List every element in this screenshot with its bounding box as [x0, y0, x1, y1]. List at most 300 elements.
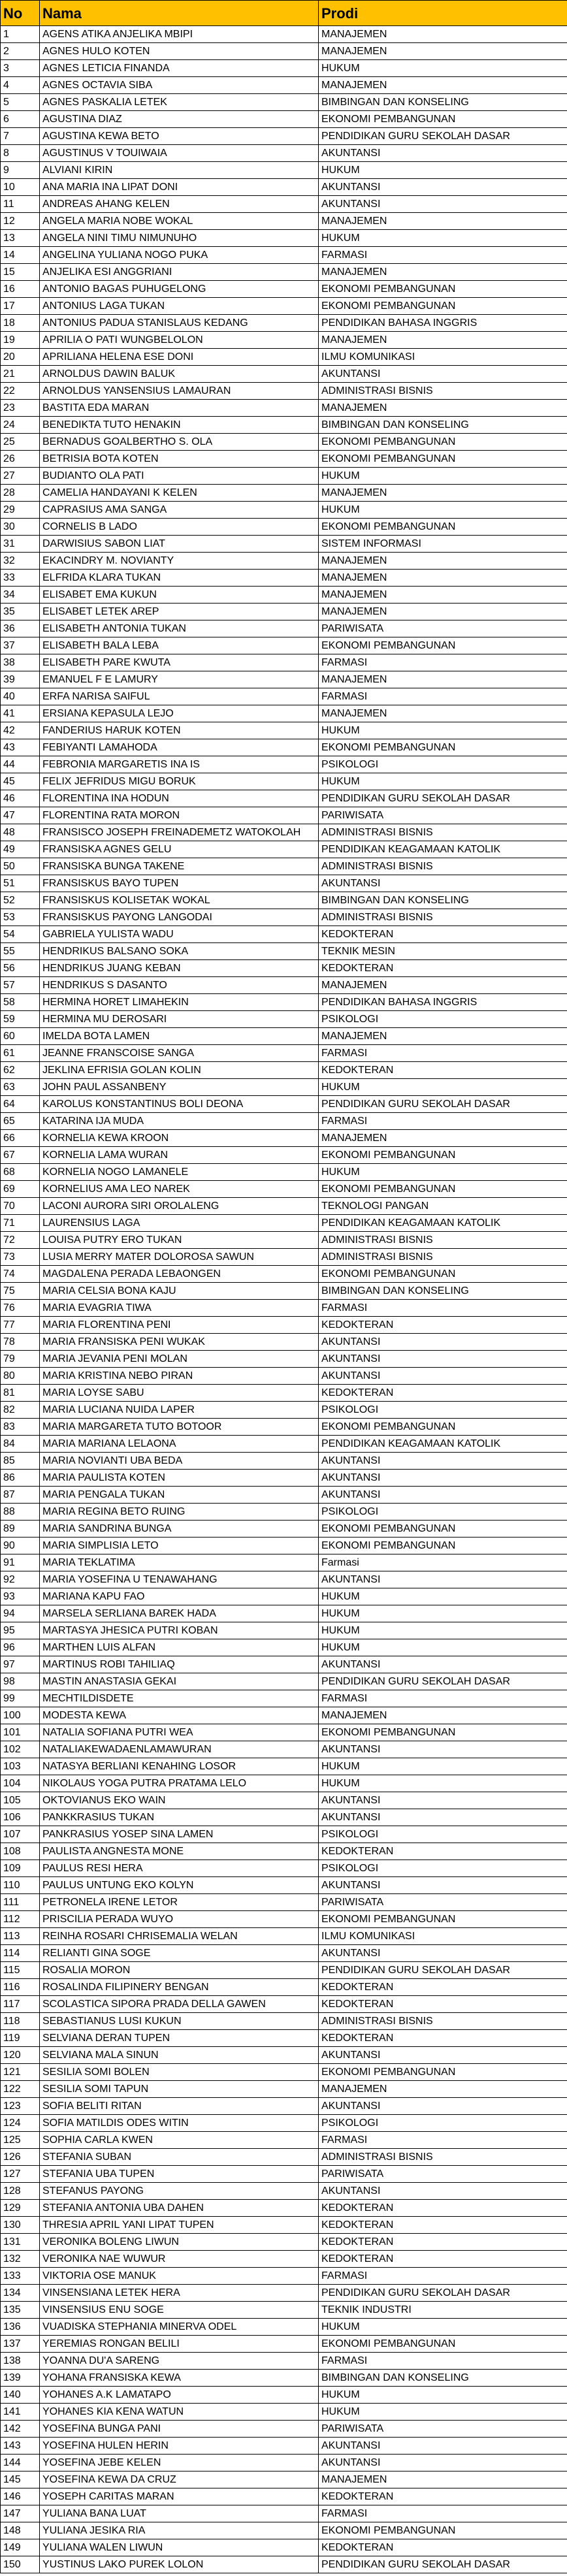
cell-prodi: KEDOKTERAN [319, 1996, 567, 2013]
cell-nama: CORNELIS B LADO [40, 519, 319, 536]
cell-no: 8 [1, 145, 40, 162]
cell-prodi: ADMINISTRASI BISNIS [319, 858, 567, 875]
table-row [1, 1588, 567, 1605]
cell-no: 53 [1, 909, 40, 926]
cell-no: 12 [1, 213, 40, 230]
cell-prodi: BIMBINGAN DAN KONSELING [319, 892, 567, 909]
cell-prodi: AKUNTANSI [319, 366, 567, 383]
table-row [1, 2064, 567, 2081]
cell-no: 110 [1, 1877, 40, 1894]
cell-nama: FRANSISKUS PAYONG LANGODAI [40, 909, 319, 926]
header-row [1, 1, 567, 26]
cell-no: 45 [1, 773, 40, 790]
table-row [1, 145, 567, 162]
cell-nama: SCOLASTICA SIPORA PRADA DELLA GAWEN [40, 1996, 319, 2013]
cell-prodi: AKUNTANSI [319, 1809, 567, 1826]
table-row [1, 1011, 567, 1028]
cell-nama: VIKTORIA OSE MANUK [40, 2268, 319, 2285]
cell-no: 22 [1, 383, 40, 400]
cell-no: 47 [1, 807, 40, 824]
cell-prodi: PENDIDIKAN GURU SEKOLAH DASAR [319, 790, 567, 807]
table-row [1, 2522, 567, 2539]
table-row [1, 841, 567, 858]
cell-prodi: AKUNTANSI [319, 2183, 567, 2200]
table-row [1, 485, 567, 502]
cell-nama: ELFRIDA KLARA TUKAN [40, 570, 319, 587]
cell-prodi: HUKUM [319, 722, 567, 739]
cell-nama: ERFA NARISA SAIFUL [40, 688, 319, 705]
cell-nama: NATALIAKEWADAENLAMAWURAN [40, 1741, 319, 1758]
cell-prodi: AKUNTANSI [319, 1792, 567, 1809]
cell-no: 107 [1, 1826, 40, 1843]
cell-prodi: FARMASI [319, 654, 567, 671]
cell-nama: MARTASYA JHESICA PUTRI KOBAN [40, 1622, 319, 1639]
cell-no: 11 [1, 196, 40, 213]
table-row [1, 2030, 567, 2047]
cell-prodi: HUKUM [319, 1639, 567, 1656]
cell-nama: BUDIANTO OLA PATI [40, 468, 319, 485]
table-row [1, 1605, 567, 1622]
cell-prodi: AKUNTANSI [319, 196, 567, 213]
cell-prodi: FARMASI [319, 1690, 567, 1707]
cell-nama: YOANNA DU'A SARENG [40, 2353, 319, 2370]
cell-prodi: KEDOKTERAN [319, 1062, 567, 1079]
cell-no: 141 [1, 2404, 40, 2421]
cell-no: 64 [1, 1096, 40, 1113]
cell-nama: KORNELIA NOGO LAMANELE [40, 1164, 319, 1181]
cell-prodi: FARMASI [319, 2268, 567, 2285]
table-row [1, 1707, 567, 1724]
table-row [1, 1062, 567, 1079]
table-row [1, 2217, 567, 2234]
table-row [1, 1979, 567, 1996]
cell-nama: PANKKRASIUS TUKAN [40, 1809, 319, 1826]
cell-prodi: PARIWISATA [319, 2421, 567, 2438]
table-row [1, 756, 567, 773]
cell-nama: YUSTINUS LAKO PUREK LOLON [40, 2556, 319, 2573]
table-row [1, 2081, 567, 2098]
table-row [1, 1504, 567, 1521]
cell-no: 139 [1, 2370, 40, 2387]
cell-no: 78 [1, 1334, 40, 1351]
cell-prodi: EKONOMI PEMBANGUNAN [319, 1724, 567, 1741]
cell-prodi: AKUNTANSI [319, 1741, 567, 1758]
table-row [1, 1809, 567, 1826]
table-row [1, 2438, 567, 2455]
cell-nama: JEANNE FRANSCOISE SANGA [40, 1045, 319, 1062]
table-row [1, 1351, 567, 1368]
cell-nama: MAGDALENA PERADA LEBAONGEN [40, 1266, 319, 1283]
table-row [1, 298, 567, 315]
table-row [1, 2013, 567, 2030]
cell-prodi: PSIKOLOGI [319, 1402, 567, 1419]
cell-nama: REINHA ROSARI CHRISEMALIA WELAN [40, 1928, 319, 1945]
cell-prodi: PSIKOLOGI [319, 1504, 567, 1521]
cell-no: 71 [1, 1215, 40, 1232]
cell-no: 16 [1, 281, 40, 298]
cell-no: 1 [1, 26, 40, 43]
cell-prodi: PENDIDIKAN KEAGAMAAN KATOLIK [319, 841, 567, 858]
cell-nama: AGNES HULO KOTEN [40, 43, 319, 60]
cell-no: 72 [1, 1232, 40, 1249]
cell-prodi: AKUNTANSI [319, 1368, 567, 1385]
cell-prodi: BIMBINGAN DAN KONSELING [319, 94, 567, 111]
table-row [1, 1673, 567, 1690]
table-row [1, 1758, 567, 1775]
cell-nama: MARIA EVAGRIA TIWA [40, 1300, 319, 1317]
table-row [1, 2098, 567, 2115]
cell-prodi: EKONOMI PEMBANGUNAN [319, 519, 567, 536]
cell-no: 133 [1, 2268, 40, 2285]
cell-no: 20 [1, 349, 40, 366]
table-row [1, 553, 567, 570]
table-row [1, 111, 567, 128]
cell-prodi: AKUNTANSI [319, 1334, 567, 1351]
cell-no: 76 [1, 1300, 40, 1317]
cell-nama: ANGELA NINI TIMU NIMUNUHO [40, 230, 319, 247]
table-row [1, 468, 567, 485]
table-row [1, 1860, 567, 1877]
cell-no: 101 [1, 1724, 40, 1741]
cell-no: 111 [1, 1894, 40, 1911]
cell-nama: ANDREAS AHANG KELEN [40, 196, 319, 213]
cell-nama: PAULISTA ANGNESTA MONE [40, 1843, 319, 1860]
cell-no: 105 [1, 1792, 40, 1809]
table-row [1, 2336, 567, 2353]
table-row [1, 1232, 567, 1249]
cell-no: 55 [1, 943, 40, 960]
cell-prodi: BIMBINGAN DAN KONSELING [319, 417, 567, 434]
cell-nama: YOSEFINA JEBE KELEN [40, 2455, 319, 2471]
cell-nama: HENDRIKUS JUANG KEBAN [40, 960, 319, 977]
table-row [1, 2471, 567, 2488]
cell-prodi: PENDIDIKAN GURU SEKOLAH DASAR [319, 2285, 567, 2302]
table-row [1, 162, 567, 179]
cell-nama: STEFANIA SUBAN [40, 2149, 319, 2166]
cell-no: 89 [1, 1521, 40, 1538]
cell-prodi: HUKUM [319, 162, 567, 179]
cell-nama: MARIA YOSEFINA U TENAWAHANG [40, 1571, 319, 1588]
cell-prodi: MANAJEMEN [319, 264, 567, 281]
cell-nama: FLORENTINA INA HODUN [40, 790, 319, 807]
cell-no: 99 [1, 1690, 40, 1707]
cell-nama: GABRIELA YULISTA WADU [40, 926, 319, 943]
cell-prodi: EKONOMI PEMBANGUNAN [319, 2522, 567, 2539]
table-row [1, 739, 567, 756]
cell-nama: MODESTA KEWA [40, 1707, 319, 1724]
cell-nama: APRILIA O PATI WUNGBELOLON [40, 332, 319, 349]
cell-prodi: PARIWISATA [319, 2166, 567, 2183]
table-row [1, 60, 567, 77]
cell-prodi: EKONOMI PEMBANGUNAN [319, 1266, 567, 1283]
cell-no: 13 [1, 230, 40, 247]
cell-no: 97 [1, 1656, 40, 1673]
cell-prodi: HUKUM [319, 1758, 567, 1775]
cell-prodi: FARMASI [319, 1300, 567, 1317]
cell-prodi: AKUNTANSI [319, 1877, 567, 1894]
cell-no: 103 [1, 1758, 40, 1775]
cell-prodi: AKUNTANSI [319, 179, 567, 196]
cell-no: 7 [1, 128, 40, 145]
cell-no: 31 [1, 536, 40, 553]
cell-no: 142 [1, 2421, 40, 2438]
cell-nama: NATALIA SOFIANA PUTRI WEA [40, 1724, 319, 1741]
cell-nama: ARNOLDUS YANSENSIUS LAMAURAN [40, 383, 319, 400]
cell-prodi: EKONOMI PEMBANGUNAN [319, 1521, 567, 1538]
table-row [1, 213, 567, 230]
cell-no: 41 [1, 705, 40, 722]
cell-no: 10 [1, 179, 40, 196]
table-row [1, 230, 567, 247]
cell-nama: FEBIYANTI LAMAHODA [40, 739, 319, 756]
cell-prodi: PENDIDIKAN GURU SEKOLAH DASAR [319, 1096, 567, 1113]
cell-no: 9 [1, 162, 40, 179]
cell-nama: FELIX JEFRIDUS MIGU BORUK [40, 773, 319, 790]
cell-prodi: EKONOMI PEMBANGUNAN [319, 2064, 567, 2081]
cell-nama: YOSEFINA BUNGA PANI [40, 2421, 319, 2438]
cell-no: 38 [1, 654, 40, 671]
cell-prodi: PENDIDIKAN GURU SEKOLAH DASAR [319, 1962, 567, 1979]
table-row [1, 994, 567, 1011]
cell-nama: APRILIANA HELENA ESE DONI [40, 349, 319, 366]
table-row [1, 705, 567, 722]
cell-no: 77 [1, 1317, 40, 1334]
cell-nama: ROSALIA MORON [40, 1962, 319, 1979]
cell-nama: BASTITA EDA MARAN [40, 400, 319, 417]
cell-prodi: HUKUM [319, 1079, 567, 1096]
cell-nama: YULIANA JESIKA RIA [40, 2522, 319, 2539]
cell-nama: PETRONELA IRENE LETOR [40, 1894, 319, 1911]
cell-no: 122 [1, 2081, 40, 2098]
cell-prodi: PSIKOLOGI [319, 1860, 567, 1877]
cell-no: 144 [1, 2455, 40, 2471]
table-row [1, 892, 567, 909]
cell-no: 73 [1, 1249, 40, 1266]
table-row [1, 26, 567, 43]
table-row [1, 43, 567, 60]
cell-prodi: KEDOKTERAN [319, 2234, 567, 2251]
cell-no: 100 [1, 1707, 40, 1724]
cell-prodi: AKUNTANSI [319, 1351, 567, 1368]
cell-nama: MARIA KRISTINA NEBO PIRAN [40, 1368, 319, 1385]
table-row [1, 1843, 567, 1860]
table-row [1, 383, 567, 400]
cell-prodi: HUKUM [319, 2319, 567, 2336]
cell-no: 50 [1, 858, 40, 875]
cell-nama: ANJELIKA ESI ANGGRIANI [40, 264, 319, 281]
table-row [1, 1317, 567, 1334]
table-row [1, 875, 567, 892]
cell-nama: MARIA MARIANA LELAONA [40, 1436, 319, 1453]
cell-no: 52 [1, 892, 40, 909]
cell-prodi: KEDOKTERAN [319, 960, 567, 977]
cell-prodi: FARMASI [319, 2353, 567, 2370]
cell-nama: IMELDA BOTA LAMEN [40, 1028, 319, 1045]
table-row [1, 1079, 567, 1096]
cell-nama: PAULUS UNTUNG EKO KOLYN [40, 1877, 319, 1894]
cell-no: 121 [1, 2064, 40, 2081]
cell-prodi: AKUNTANSI [319, 2455, 567, 2471]
table-row [1, 1538, 567, 1554]
cell-no: 118 [1, 2013, 40, 2030]
cell-prodi: KEDOKTERAN [319, 2200, 567, 2217]
cell-no: 81 [1, 1385, 40, 1402]
cell-nama: FRANSISKA BUNGA TAKENE [40, 858, 319, 875]
cell-nama: STEFANIA ANTONIA UBA DAHEN [40, 2200, 319, 2217]
table-row [1, 637, 567, 654]
cell-no: 96 [1, 1639, 40, 1656]
cell-nama: FRANSISKA AGNES GELU [40, 841, 319, 858]
table-row [1, 2183, 567, 2200]
cell-no: 88 [1, 1504, 40, 1521]
table-row [1, 2387, 567, 2404]
cell-nama: HERMINA HORET LIMAHEKIN [40, 994, 319, 1011]
table-row [1, 1945, 567, 1962]
cell-prodi: KEDOKTERAN [319, 1385, 567, 1402]
table-row [1, 451, 567, 468]
cell-no: 131 [1, 2234, 40, 2251]
cell-no: 33 [1, 570, 40, 587]
table-row [1, 2556, 567, 2573]
cell-no: 143 [1, 2438, 40, 2455]
cell-nama: MARIA MARGARETA TUTO BOTOOR [40, 1419, 319, 1436]
cell-no: 3 [1, 60, 40, 77]
cell-nama: SOFIA BELITI RITAN [40, 2098, 319, 2115]
cell-nama: YULIANA BANA LUAT [40, 2505, 319, 2522]
cell-no: 75 [1, 1283, 40, 1300]
table-row [1, 2047, 567, 2064]
cell-prodi: PENDIDIKAN GURU SEKOLAH DASAR [319, 1673, 567, 1690]
cell-prodi: AKUNTANSI [319, 2047, 567, 2064]
cell-no: 84 [1, 1436, 40, 1453]
cell-prodi: HUKUM [319, 2404, 567, 2421]
cell-no: 129 [1, 2200, 40, 2217]
cell-nama: THRESIA APRIL YANI LIPAT TUPEN [40, 2217, 319, 2234]
cell-nama: YOSEFINA HULEN HERIN [40, 2438, 319, 2455]
cell-prodi: MANAJEMEN [319, 705, 567, 722]
cell-nama: MARIA FRANSISKA PENI WUKAK [40, 1334, 319, 1351]
table-row [1, 1385, 567, 1402]
cell-no: 123 [1, 2098, 40, 2115]
cell-no: 66 [1, 1130, 40, 1147]
cell-nama: ROSALINDA FILIPINERY BENGAN [40, 1979, 319, 1996]
cell-no: 19 [1, 332, 40, 349]
cell-nama: YULIANA WALEN LIWUN [40, 2539, 319, 2556]
table-row [1, 620, 567, 637]
cell-no: 28 [1, 485, 40, 502]
cell-prodi: PENDIDIKAN GURU SEKOLAH DASAR [319, 128, 567, 145]
table-row [1, 128, 567, 145]
cell-prodi: MANAJEMEN [319, 604, 567, 620]
cell-prodi: MANAJEMEN [319, 2081, 567, 2098]
cell-prodi: KEDOKTERAN [319, 1979, 567, 1996]
cell-prodi: KEDOKTERAN [319, 2217, 567, 2234]
table-row [1, 536, 567, 553]
cell-no: 26 [1, 451, 40, 468]
cell-no: 82 [1, 1402, 40, 1419]
cell-nama: MARIA SIMPLISIA LETO [40, 1538, 319, 1554]
table-row [1, 400, 567, 417]
table-row [1, 2251, 567, 2268]
cell-no: 58 [1, 994, 40, 1011]
table-row [1, 1656, 567, 1673]
cell-prodi: AKUNTANSI [319, 1945, 567, 1962]
cell-no: 136 [1, 2319, 40, 2336]
cell-prodi: PARIWISATA [319, 620, 567, 637]
cell-prodi: AKUNTANSI [319, 2438, 567, 2455]
cell-nama: YOHANES A.K LAMATAPO [40, 2387, 319, 2404]
cell-no: 69 [1, 1181, 40, 1198]
table-row [1, 1571, 567, 1588]
cell-nama: MARIA TEKLATIMA [40, 1554, 319, 1571]
cell-no: 63 [1, 1079, 40, 1096]
cell-no: 48 [1, 824, 40, 841]
cell-prodi: TEKNOLOGI PANGAN [319, 1198, 567, 1215]
cell-nama: STEFANUS PAYONG [40, 2183, 319, 2200]
cell-nama: AGUSTINUS V TOUIWAIA [40, 145, 319, 162]
cell-prodi: EKONOMI PEMBANGUNAN [319, 1147, 567, 1164]
cell-nama: ERSIANA KEPASULA LEJO [40, 705, 319, 722]
cell-no: 36 [1, 620, 40, 637]
cell-no: 29 [1, 502, 40, 519]
table-row [1, 824, 567, 841]
cell-prodi: ADMINISTRASI BISNIS [319, 2149, 567, 2166]
cell-nama: CAMELIA HANDAYANI K KELEN [40, 485, 319, 502]
cell-no: 34 [1, 587, 40, 604]
table-row [1, 1436, 567, 1453]
table-row [1, 1487, 567, 1504]
cell-no: 116 [1, 1979, 40, 1996]
table-row [1, 790, 567, 807]
cell-nama: HERMINA MU DEROSARI [40, 1011, 319, 1028]
cell-no: 130 [1, 2217, 40, 2234]
cell-prodi: ADMINISTRASI BISNIS [319, 1232, 567, 1249]
cell-nama: ELISABET LETEK AREP [40, 604, 319, 620]
cell-no: 85 [1, 1453, 40, 1470]
cell-prodi: BIMBINGAN DAN KONSELING [319, 2370, 567, 2387]
cell-no: 127 [1, 2166, 40, 2183]
cell-no: 102 [1, 1741, 40, 1758]
cell-nama: JOHN PAUL ASSANBENY [40, 1079, 319, 1096]
table-row [1, 1928, 567, 1945]
cell-nama: NIKOLAUS YOGA PUTRA PRATAMA LELO [40, 1775, 319, 1792]
table-row [1, 858, 567, 875]
cell-nama: MECHTILDISDETE [40, 1690, 319, 1707]
cell-no: 68 [1, 1164, 40, 1181]
table-row [1, 434, 567, 451]
table-row [1, 1724, 567, 1741]
cell-no: 147 [1, 2505, 40, 2522]
table-row [1, 2370, 567, 2387]
table-row [1, 1622, 567, 1639]
cell-prodi: HUKUM [319, 1164, 567, 1181]
table-row [1, 807, 567, 824]
cell-nama: ANA MARIA INA LIPAT DONI [40, 179, 319, 196]
table-row [1, 1826, 567, 1843]
cell-prodi: PSIKOLOGI [319, 756, 567, 773]
cell-prodi: MANAJEMEN [319, 213, 567, 230]
cell-prodi: KEDOKTERAN [319, 1317, 567, 1334]
table-row [1, 1028, 567, 1045]
cell-prodi: MANAJEMEN [319, 671, 567, 688]
cell-prodi: PENDIDIKAN BAHASA INGGRIS [319, 994, 567, 1011]
table-row [1, 1334, 567, 1351]
table-row [1, 1147, 567, 1164]
cell-prodi: MANAJEMEN [319, 1707, 567, 1724]
cell-nama: HENDRIKUS S DASANTO [40, 977, 319, 994]
cell-nama: FLORENTINA RATA MORON [40, 807, 319, 824]
cell-nama: VERONIKA BOLENG LIWUN [40, 2234, 319, 2251]
